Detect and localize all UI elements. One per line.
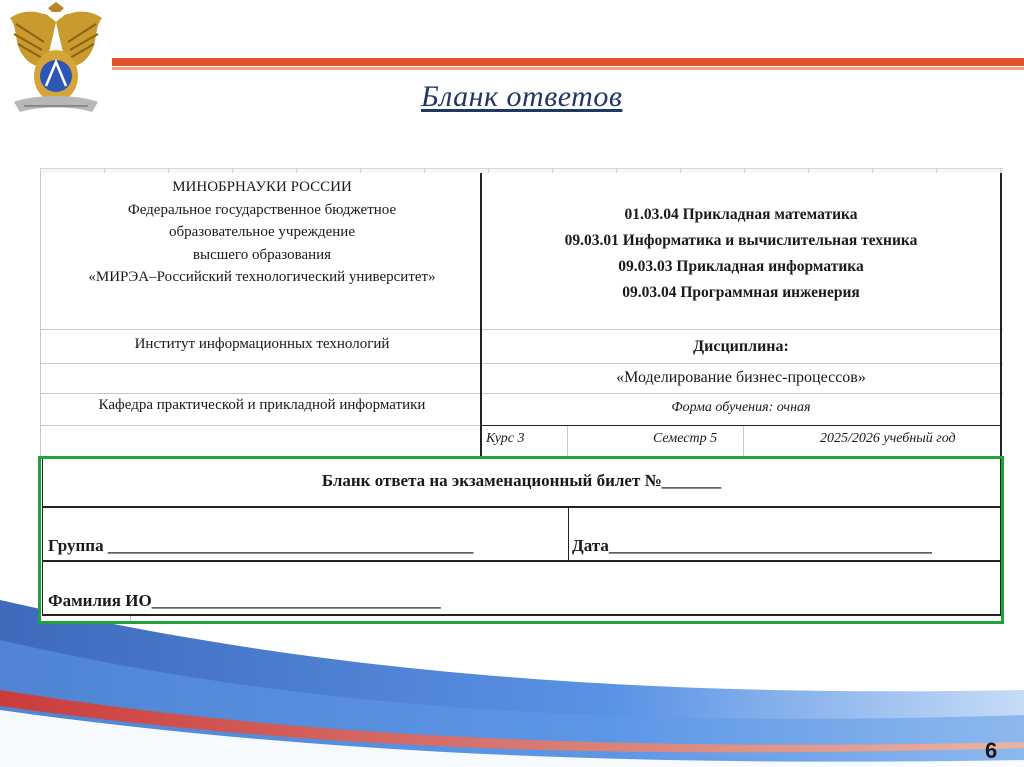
answer-form-highlight <box>38 456 1004 624</box>
gridline <box>40 393 1003 394</box>
specialty-item: 09.03.03 Прикладная информатика <box>618 258 864 275</box>
ministry-line: образовательное учреждение <box>168 224 355 240</box>
gridline <box>40 363 1003 364</box>
specialty-item: 09.03.04 Программная инженерия <box>622 284 860 301</box>
specialty-item: 01.03.04 Прикладная математика <box>624 206 858 223</box>
ministry-line: Федеральное государственное бюджетное <box>127 201 397 218</box>
gridline <box>40 425 480 426</box>
ministry-line: МИНОБРНАУКИ РОССИИ <box>172 179 352 195</box>
gridline <box>743 426 744 456</box>
spreadsheet-grid-header <box>40 168 1003 173</box>
institute-name: Институт информационных технологий <box>134 336 390 352</box>
ministry-line: «МИРЭА–Российский технологический университет» <box>88 269 436 285</box>
answer-form-title: Бланк ответа на экзаменационный билет №_______ <box>321 471 722 490</box>
header-stripe-light <box>112 67 1024 70</box>
name-field[interactable]: Фамилия ИО__________________________________ <box>48 591 441 610</box>
page-number: 6 <box>985 738 998 763</box>
border-line <box>480 425 1002 426</box>
border-line <box>1000 173 1002 456</box>
date-field[interactable]: Дата______________________________________ <box>572 536 932 555</box>
academic-year-cell: 2025/2026 учебный год <box>820 431 956 446</box>
specialties-list <box>482 202 1000 306</box>
discipline-name: «Моделирование бизнес-процессов» <box>616 369 866 386</box>
specialty-item: 09.03.01 Информатика и вычислительная техника <box>564 232 918 249</box>
gridline <box>482 329 1003 330</box>
semester-cell: Семестр 5 <box>653 431 718 446</box>
gridline <box>567 426 568 456</box>
course-cell: Курс 3 <box>486 431 525 446</box>
department-name: Кафедра практической и прикладной информатики <box>98 397 426 413</box>
header-stripe <box>112 58 1024 66</box>
ministry-header <box>44 176 480 289</box>
discipline-label: Дисциплина: <box>693 338 789 355</box>
gridline <box>40 329 480 330</box>
study-form: Форма обучения: очная <box>671 400 811 415</box>
slide-title: Бланк ответов <box>421 80 623 113</box>
group-field[interactable]: Группа ___________________________________________ <box>48 536 474 555</box>
eagle-emblem-icon <box>4 2 108 120</box>
ministry-line: высшего образования <box>192 246 332 263</box>
